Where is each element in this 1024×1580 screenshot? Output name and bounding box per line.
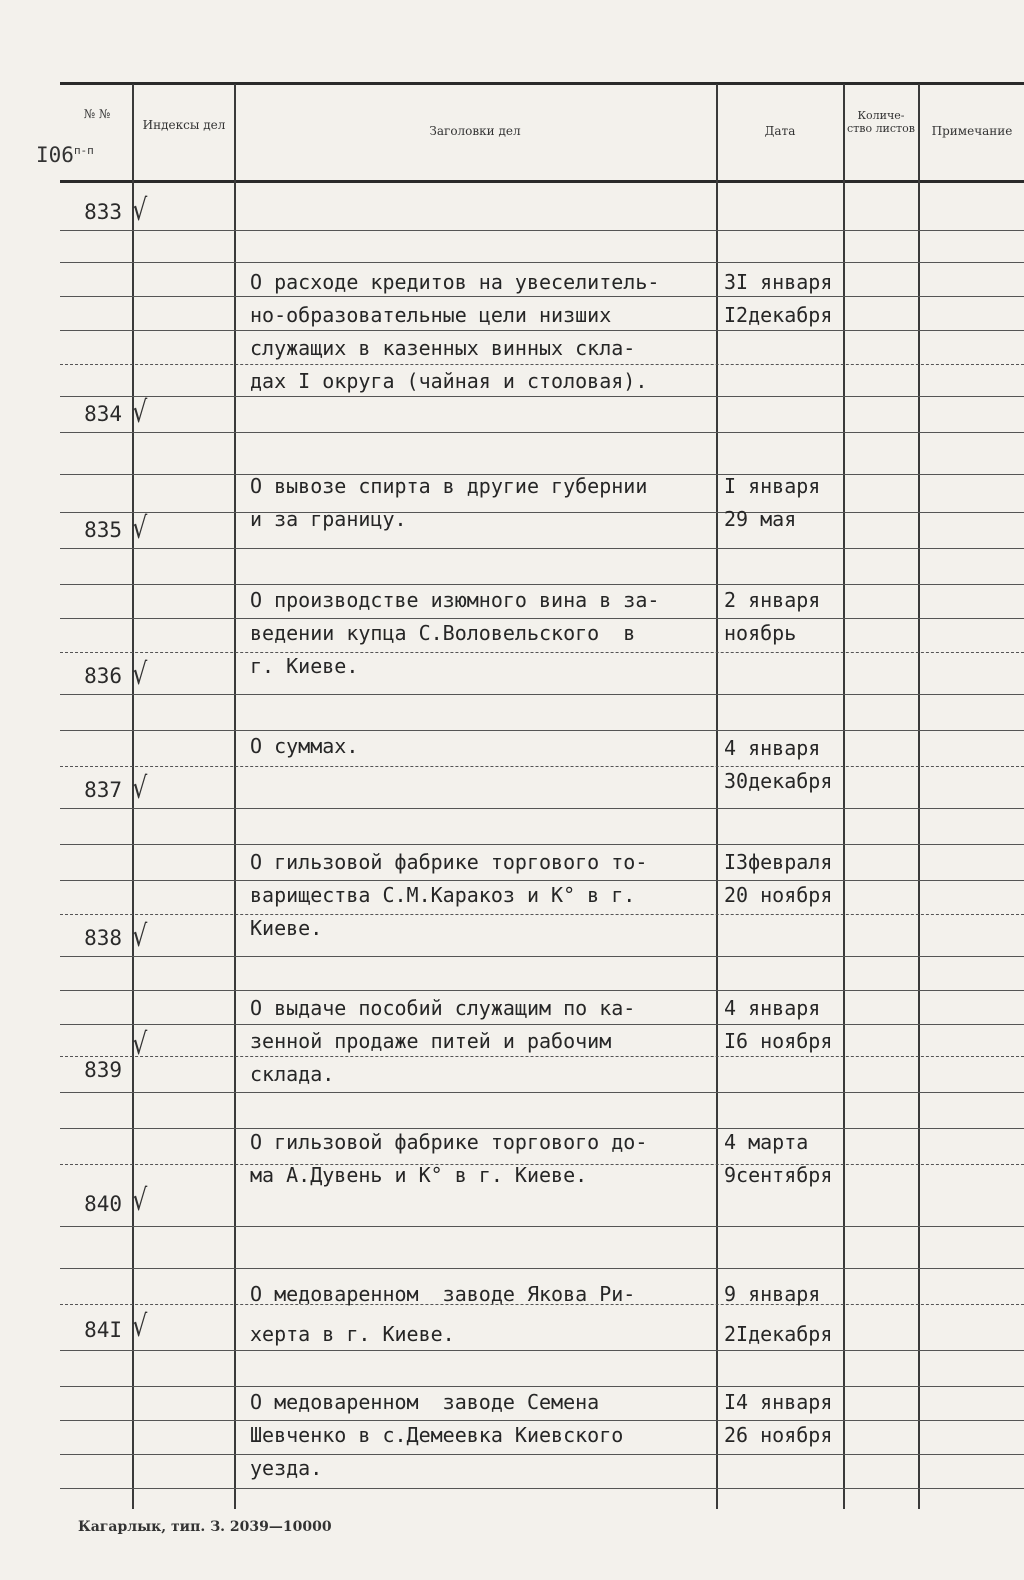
entry-number: 839 <box>84 1058 122 1082</box>
check-mark-icon: √ <box>132 918 148 954</box>
check-mark-icon: √ <box>132 510 148 546</box>
entry-dates: I3февраля 20 ноября <box>724 850 833 907</box>
entry-number: 835 <box>84 518 122 542</box>
entry-number: 836 <box>84 664 122 688</box>
printer-imprint: Кагарлык, тип. З. 2039—10000 <box>78 1519 332 1535</box>
entry-title: О медоваренном заводе Семена Шевченко в с.Демеевка Киевского уезда. <box>250 1390 624 1480</box>
header-notes: Примечание <box>931 124 1013 138</box>
check-mark-icon: √ <box>132 192 148 228</box>
entry-dates: 4 марта 9сентября <box>724 1130 833 1187</box>
check-mark-icon: √ <box>132 394 148 430</box>
entry-number: 838 <box>84 926 122 950</box>
header-number: № № <box>83 107 111 121</box>
entry-title: О гильзовой фабрике торгового то- варищества С.М.Каракоз и К° в г. Киеве. <box>250 850 648 940</box>
entry-number: 84I <box>84 1318 122 1342</box>
header-top-rule <box>60 82 1024 85</box>
entry-title: О медоваренном заводе Якова Ри- херта в г. Киеве. <box>250 1282 636 1346</box>
header-sheets: Количе- ство листов <box>847 109 915 135</box>
header-date: Дата <box>764 124 796 138</box>
entry-number: 833 <box>84 200 122 224</box>
entry-dates: 2 января ноябрь <box>724 588 821 645</box>
check-mark-icon: √ <box>132 656 148 692</box>
check-mark-icon: √ <box>132 1308 148 1344</box>
entry-dates: I января 29 мая <box>724 474 821 531</box>
header-bottom-rule <box>60 180 1024 183</box>
header-index: Индексы дел <box>142 118 226 132</box>
col-divider-title <box>234 84 236 1509</box>
fond-number: $I06^{п-п}$ <box>36 143 94 167</box>
entry-title: О производстве изюмного вина в за- ведении купца С.Воловельского в г. Киеве. <box>250 588 660 678</box>
entry-number: 834 <box>84 402 122 426</box>
entry-dates: 4 января 30декабря <box>724 736 833 793</box>
entry-dates: 9 января 2Iдекабря <box>724 1282 833 1346</box>
header-title: Заголовки дел <box>429 124 521 138</box>
entry-number: 837 <box>84 778 122 802</box>
entry-title: О гильзовой фабрике торгового до- ма А.Дувень и К° в г. Киеве. <box>250 1130 648 1187</box>
entry-title: О выдаче пособий служащим по ка- зенной продаже питей и рабочим склада. <box>250 996 636 1086</box>
entry-dates: I4 января 26 ноября <box>724 1390 833 1447</box>
check-mark-icon: √ <box>132 1026 148 1062</box>
entry-title: О расходе кредитов на увеселитель- но-образовательные цели низших служащих в казенных винных скла- дах I округа (чайная и столовая). <box>250 270 660 393</box>
entry-title: О суммах. <box>250 734 359 758</box>
col-divider-notes <box>918 84 920 1509</box>
check-mark-icon: √ <box>132 1182 148 1218</box>
entry-number: 840 <box>84 1192 122 1216</box>
entry-dates: 4 января I6 ноября <box>724 996 833 1053</box>
entry-dates: 3I января I2декабря <box>724 270 833 327</box>
check-mark-icon: √ <box>132 770 148 806</box>
entry-title: О вывозе спирта в другие губернии и за границу. <box>250 474 648 531</box>
